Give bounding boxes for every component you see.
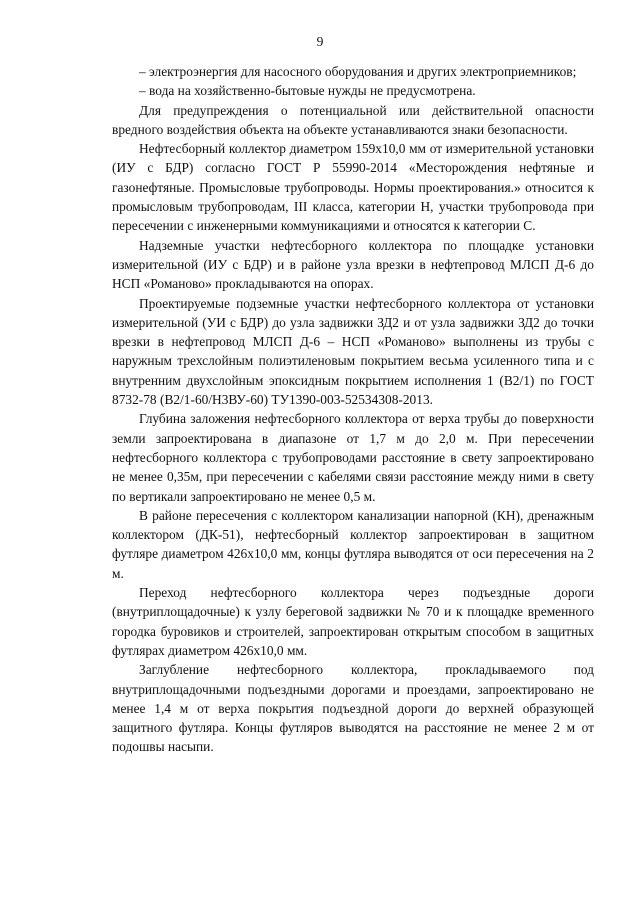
paragraph-underground-sections: Проектируемые подземные участки нефтесборного коллектора от установки измерительной (УИ с БДР) до узла задвижки ЗД2 и от узла задвижки ЗД2 до точки врезки в нефтепровод МЛСП Д-6 – НСП «Романово» выполнены из трубы с наружным трехслойным полиэтиленовым покрытием весьма усиленного типа и с внутренним двухслойным эпоксидным покрытием исполнения 1 (В2/1) по ГОСТ 8732-78 (В2/1-60/Н3ВУ-60) ТУ1390-003-52534308-2013.	[112, 295, 594, 408]
body-text	[112, 62, 594, 757]
paragraph-power-supply: – электроэнергия для насосного оборудования и других электроприемников;	[139, 64, 577, 79]
paragraph-aboveground-sections: Надземные участки нефтесборного коллектора по площадке установки измерительной (ИУ с БДР) и в районе узла врезки в нефтепровод МЛСП Д-6 до НСП «Романово» прокладываются на опорах.	[112, 237, 594, 292]
paragraph-collector-classification: Нефтесборный коллектор диаметром 159x10,0 мм от измерительной установки (ИУ с БДР) согласно ГОСТ Р 55990-2014 «Месторождения нефтяные и газонефтяные. Промысловые трубопроводы. Нормы проектирования.» относится к промысловым трубопроводам, III класса, категории Н, участки трубопровода при пересечении с инженерными коммуникациями и относятся к категории С.	[112, 141, 594, 234]
paragraph-road-crossing: Переход нефтесборного коллектора через подъездные дороги (внутриплощадочные) к узлу береговой задвижки № 70 и к площадке временного городка буровиков и строителей, запроектирован открытым способом в защитных футлярах диаметром 426x10,0 мм.	[112, 585, 594, 658]
paragraph-water-supply: – вода на хозяйственно-бытовые нужды не предусмотрена.	[139, 83, 476, 99]
paragraph-protective-casing: В районе пересечения с коллектором канализации напорной (КН), дренажным коллектором (ДК-51), нефтесборный коллектор запроектирован в защитном футляре диаметром 426x10,0 мм, концы футляра выводятся от оси пересечения на 2 м.	[112, 507, 594, 581]
paragraph-casing-depth: Заглубление нефтесборного коллектора, прокладываемого под внутриплощадочными подъездными дорогами и проездами, запроектировано не менее 1,4 м от верха покрытия подъездной дороги до верхней образующей защитного футляра. Концы футляров выводятся на расстояние не менее 2 м от подошвы насыпи.	[112, 662, 594, 755]
paragraph-burial-depth: Глубина заложения нефтесборного коллектора от верха трубы до поверхности земли запроектирована в диапазоне от 1,7 м до 2,0 м. При пересечении нефтесборного коллектора с трубопроводами расстояние в свету запроектировано не менее 0,35м, при пересечении с кабелями связи расстояние между ними в свету по вертикали запроектировано не менее 0,5 м.	[112, 411, 594, 504]
paragraph-safety-signs: Для предупреждения о потенциальной или действительной опасности вредного воздействия объекта на объекте устанавливаются знаки безопасности.	[112, 102, 594, 137]
page-number: 9	[316, 34, 324, 49]
